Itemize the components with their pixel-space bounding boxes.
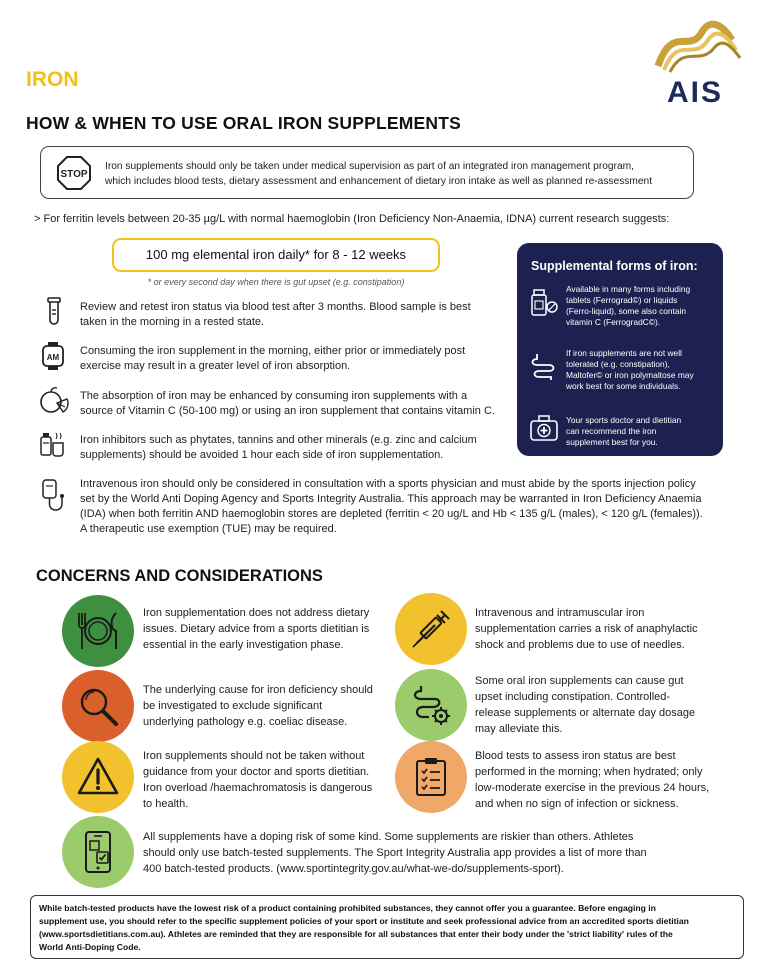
guidance-line: taken in the morning in a rested state. <box>80 316 265 328</box>
page-title: HOW & WHEN TO USE ORAL IRON SUPPLEMENTS <box>26 113 461 133</box>
concern-line: and when no sign of infection or sickness. <box>475 798 679 810</box>
syringe-icon <box>409 607 453 651</box>
concern-line: 400 batch-tested products. (www.sportintegrity.gov.au/what-we-do/supplements-sport). <box>143 863 564 875</box>
supplemental-forms-title: Supplemental forms of iron: <box>531 259 698 273</box>
intestine-icon <box>529 351 559 381</box>
guidance-vitamin-c <box>80 389 520 419</box>
phone-app-icon <box>76 830 120 874</box>
stop-sign-icon <box>57 156 91 190</box>
supplemental-tolerance-text <box>566 348 716 392</box>
syringe-circle <box>395 593 467 665</box>
citrus-fruit-icon <box>39 385 69 415</box>
footer-disclaimer-text <box>39 902 737 954</box>
supplemental-line: If iron supplements are not well <box>566 348 682 358</box>
supplemental-line: (Ferro-liquid), some also contain <box>566 306 687 316</box>
concern-line: The underlying cause for iron deficiency should <box>143 684 373 696</box>
concern-line: be investigated to exclude significant <box>143 700 323 712</box>
supplemental-line: work best for some individuals. <box>566 381 681 391</box>
concern-line: Some oral iron supplements can cause gut <box>475 675 684 687</box>
concern-line: Intravenous and intramuscular iron <box>475 607 645 619</box>
supplemental-line: tolerated (e.g. constipation), <box>566 359 670 369</box>
plate-circle <box>62 595 134 667</box>
magnifier-circle <box>62 670 134 742</box>
concerns-heading: CONCERNS AND CONSIDERATIONS <box>36 567 323 585</box>
guidance-line: Consuming the iron supplement in the morning, either prior or immediately post <box>80 345 466 357</box>
app-circle <box>62 816 134 888</box>
concern-blood-tests <box>475 748 740 812</box>
clipboard-circle <box>395 741 467 813</box>
concern-intravenous <box>475 605 735 653</box>
concern-line: guidance from your doctor and sports dietitian. <box>143 766 370 778</box>
footer-line: (www.sportsdietitians.com.au). Athletes are reminded that they are responsible for all substances that enter their body under the 'strict liability' rules of the <box>39 929 673 939</box>
tea-supplement-icon <box>38 429 68 459</box>
clipboard-checklist-icon <box>409 755 453 799</box>
magnifying-glass-icon <box>76 684 120 728</box>
dose-recommendation: 100 mg elemental iron daily* for 8 - 12 weeks <box>112 238 440 272</box>
guidance-intravenous <box>80 477 750 537</box>
concern-line: Iron supplementation does not address dietary <box>143 607 370 619</box>
supplemental-line: Maltofer© or iron polymaltose may <box>566 370 694 380</box>
supplemental-line: Your sports doctor and dietitian <box>566 415 682 425</box>
guidance-line: source of Vitamin C (50-100 mg) or using an iron supplement that contains vitamin C. <box>80 405 495 417</box>
test-tube-icon <box>41 296 67 326</box>
concern-line: performed in the morning; when hydrated; only <box>475 766 703 778</box>
concern-line: underlying pathology e.g. coeliac disease. <box>143 716 348 728</box>
medical-kit-icon <box>529 413 559 443</box>
concern-gut-upset <box>475 673 735 737</box>
guidance-inhibitors <box>80 433 520 463</box>
stop-notice-line: Iron supplements should only be taken under medical supervision as part of an integrated iron management program, <box>105 161 634 172</box>
supplemental-line: supplement best for you. <box>566 437 658 447</box>
ferritin-guidance: > For ferritin levels between 20-35 µg/L with normal haemoglobin (Iron Deficiency Non-Anaemia, IDNA) current research suggests: <box>34 213 670 225</box>
guidance-line: Iron inhibitors such as phytates, tannins and other minerals (e.g. zinc and calcium <box>80 434 477 446</box>
concern-line: shock and problems due to use of needles. <box>475 639 685 651</box>
footer-line: While batch-tested products have the lowest risk of a product containing prohibited substances, they cannot offer you a guarantee. Before engaging in <box>39 903 656 913</box>
watch-am-icon <box>40 341 66 371</box>
dose-footnote: * or every second day when there is gut upset (e.g. constipation) <box>147 277 405 287</box>
concern-line: may alleviate this. <box>475 723 563 735</box>
guidance-line: (IDA) when both ferritin AND haemoglobin stores are depleted (ferritin < 20 ug/L and Hb < 135 g/L (males), < 120 g/L (females)). <box>80 508 703 520</box>
concern-line: Blood tests to assess iron status are best <box>475 750 676 762</box>
concern-underlying-cause <box>143 682 393 730</box>
supplemental-forms-text <box>566 284 716 328</box>
footer-line: supplement use, you should refer to the specific supplement policies of your sport or institute and seek professional advice from an accredited sports dietitian <box>39 916 689 926</box>
concern-overload <box>143 748 398 812</box>
plate-cutlery-icon <box>76 609 120 653</box>
concern-line: essential in the early investigation phase. <box>143 639 344 651</box>
supplemental-advice-text <box>566 415 716 448</box>
concern-line: Iron supplements should not be taken without <box>143 750 365 762</box>
supplemental-forms-panel <box>517 243 723 456</box>
gut-circle <box>395 669 467 741</box>
concern-doping-risk <box>143 829 743 877</box>
concern-line: All supplements have a doping risk of some kind. Some supplements are riskier than others. Athletes <box>143 831 634 843</box>
concern-line: release supplements or alternate day dosage <box>475 707 696 719</box>
warning-icon <box>76 755 120 799</box>
concern-line: supplementation carries a risk of anaphylactic <box>475 623 698 635</box>
stop-notice-line: which includes blood tests, dietary assessment and enhancement of dietary iron intake as well as planned re-assessment <box>105 176 653 187</box>
guidance-line: supplements) should be avoided 1 hour each side of iron supplementation. <box>80 449 444 461</box>
watch-am-label: AM <box>46 353 60 362</box>
guidance-retest <box>80 300 510 330</box>
guidance-line: A therapeutic use exemption (TUE) may be required. <box>80 523 337 535</box>
supplemental-line: Available in many forms including <box>566 284 691 294</box>
section-heading: IRON <box>26 68 79 91</box>
guidance-line: exercise may result in a greater level of iron absorption. <box>80 360 351 372</box>
concern-line: issues. Dietary advice from a sports dietitian is <box>143 623 370 635</box>
footer-disclaimer <box>30 895 744 959</box>
gut-gear-icon <box>409 683 453 727</box>
ais-logo-text: AIS <box>667 76 724 109</box>
concern-line: should only use batch-tested supplements. The Sport Integrity Australia app provides a list of more than <box>143 847 647 859</box>
supplemental-line: can recommend the iron <box>566 426 657 436</box>
pill-bottle-icon <box>529 287 559 317</box>
stop-sign-label: STOP <box>60 169 88 180</box>
footer-line: World Anti-Doping Code. <box>39 942 141 952</box>
concern-line: low-moderate exercise in the previous 24 hours, <box>475 782 710 794</box>
guidance-morning <box>80 344 510 374</box>
iv-drip-icon <box>38 478 66 514</box>
concern-line: Iron overload /haemachromatosis is dangerous <box>143 782 373 794</box>
supplemental-line: vitamin C (FerrogradC©). <box>566 317 661 327</box>
guidance-line: Review and retest iron status via blood test after 3 months. Blood sample is best <box>80 301 471 313</box>
concern-line: upset including constipation. Controlled- <box>475 691 671 703</box>
guidance-line: set by the World Anti Doping Agency and Sports Integrity Australia. This approach may be warranted in Iron Deficiency Anaemia <box>80 493 702 505</box>
concern-dietary <box>143 605 393 653</box>
guidance-line: The absorption of iron may be enhanced by consuming iron supplements with a <box>80 390 468 402</box>
stop-notice <box>40 146 694 199</box>
stop-notice-text <box>105 159 685 189</box>
concern-line: to health. <box>143 798 189 810</box>
supplemental-line: tablets (Ferrograd©) or liquids <box>566 295 678 305</box>
guidance-line: Intravenous iron should only be considered in consultation with a sports physician and must abide by the sports injection policy <box>80 478 696 490</box>
warning-circle <box>62 741 134 813</box>
